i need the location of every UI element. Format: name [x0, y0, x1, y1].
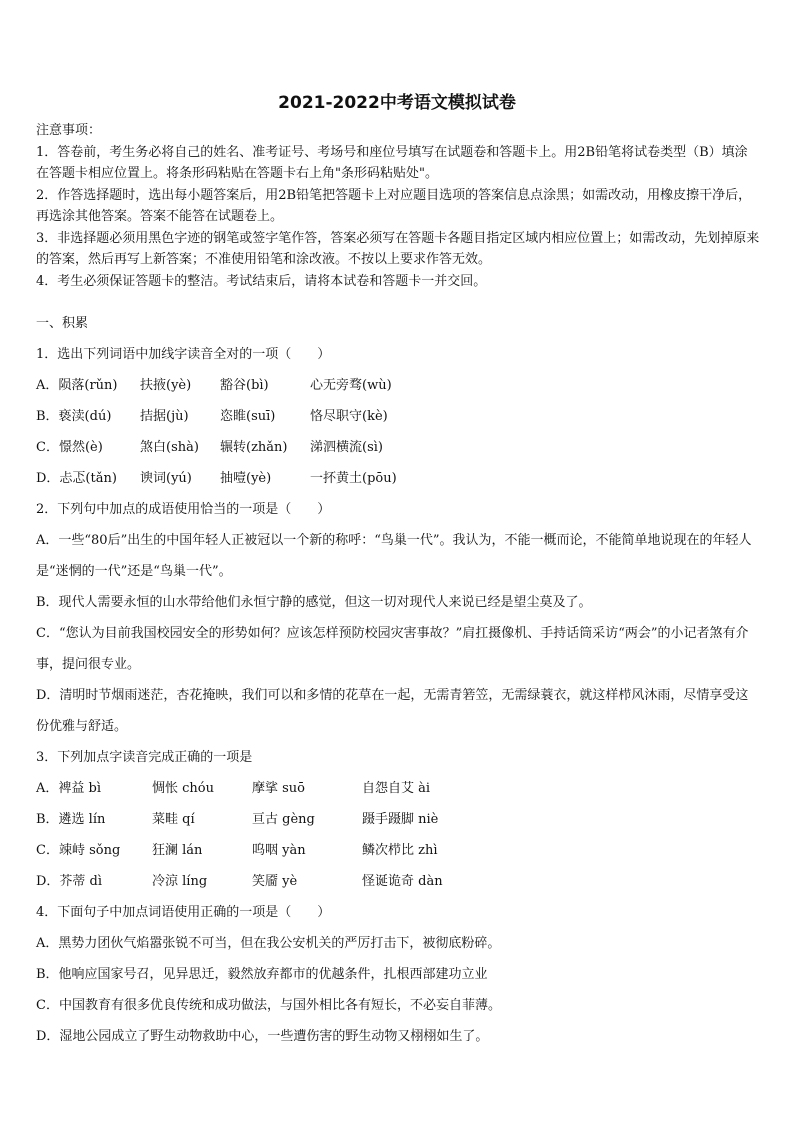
option-row: [36, 401, 760, 432]
page-title: 2021-2022中考语文模拟试卷: [278, 93, 516, 113]
option-word: B．遴选 lín: [36, 812, 106, 827]
option-word: 惆怅 chóu: [152, 781, 214, 796]
question-stem: 2．下列句中加点的成语使用恰当的一项是（ ）: [36, 502, 331, 517]
option-text: B．他响应国家号召，见异思迁，毅然放弃都市的优越条件，扎根西部建功立业: [36, 967, 488, 982]
option-word: 呜咽 yàn: [252, 843, 306, 858]
option-word: 谀词(yú): [140, 471, 192, 486]
option-word: 亘古 gèng: [252, 812, 315, 827]
option-word: 辗转(zhǎn): [220, 440, 288, 455]
option-word: D．芥蒂 dì: [36, 874, 103, 889]
notice-block: [36, 120, 760, 292]
option-text: D．湿地公园成立了野生动物救助中心，一些遭伤害的野生动物又栩栩如生了。: [36, 1029, 489, 1044]
notice-item: 1．答卷前，考生务必将自己的姓名、准考证号、考场号和座位号填写在试题卷和答题卡上。用2B铅笔将试卷类型（B）填涂在答题卡相应位置上。将条形码粘贴在答题卡右上角"条形码粘贴处"。: [36, 144, 748, 181]
option-word: A．陨落(rǔn): [36, 378, 118, 393]
option-text: C．中国教育有很多优良传统和成功做法，与国外相比各有短长，不必妄自菲薄。: [36, 998, 501, 1013]
option-word: B．亵渎(dú): [36, 409, 112, 424]
option-word: 菜畦 qí: [152, 812, 195, 827]
option-word: 一抔黄土(pōu): [310, 471, 397, 486]
option-word: 恪尽职守(kè): [310, 409, 388, 424]
option-word: 摩挲 suō: [252, 781, 306, 796]
option-word: 狂澜 lán: [152, 843, 203, 858]
option-word: 恣睢(suī): [220, 409, 276, 424]
question-stem: 3．下列加点字读音完成正确的一项是: [36, 750, 253, 765]
option-word: C．憬然(è): [36, 440, 103, 455]
option-word: 怪诞诡奇 dàn: [362, 874, 443, 889]
notice-item: 3．非选择题必须用黑色字迹的钢笔或签字笔作答，答案必须写在答题卡各题目指定区域内相应位置上；如需改动，先划掉原来的答案，然后再写上新答案；不准使用铅笔和涂改液。不按以上要求作答无效。: [36, 230, 760, 267]
option-word: 鳞次栉比 zhì: [362, 843, 438, 858]
option-text: A．黑势力团伙气焰嚣张锐不可当，但在我公安机关的严厉打击下，被彻底粉碎。: [36, 936, 501, 951]
option-row: [36, 432, 760, 463]
option-text: D．清明时节烟雨迷茫，杏花掩映，我们可以和多情的花草在一起，无需青箬笠，无需绿蓑衣，就这样栉风沐雨，尽情享受这份优雅与舒适。: [36, 688, 749, 734]
option-row: [36, 835, 760, 866]
option-word: C．竦峙 sǒng: [36, 843, 121, 858]
option-text: A．一些“80后”出生的中国年轻人正被冠以一个新的称呼：“鸟巢一代”。我认为，不能一概而论，不能简单地说现在的年轻人是“迷惘的一代”还是“鸟巢一代”。: [36, 533, 752, 579]
notice-heading: 注意事项：: [36, 123, 102, 138]
question-stem: 4．下面句子中加点词语使用正确的一项是（ ）: [36, 905, 331, 920]
section-heading: 一、积累: [36, 316, 89, 331]
option-word: 抽噎(yè): [220, 471, 272, 486]
option-text: B．现代人需要永恒的山水带给他们永恒宁静的感觉，但这一切对现代人来说已经是望尘莫及了。: [36, 595, 592, 610]
option-word: 心无旁骛(wù): [310, 378, 392, 393]
option-word: 蹑手蹑脚 niè: [362, 812, 439, 827]
option-word: 豁谷(bì): [220, 378, 269, 393]
option-word: 扶掖(yè): [140, 378, 192, 393]
option-word: A．裨益 bì: [36, 781, 102, 796]
question-body: [36, 308, 760, 1052]
option-row: [36, 463, 760, 494]
notice-item: 4．考生必须保证答题卡的整洁。考试结束后，请将本试卷和答题卡一并交回。: [36, 273, 487, 289]
option-word: 笑靥 yè: [252, 874, 298, 889]
option-word: 煞白(shà): [140, 440, 199, 455]
option-row: [36, 773, 760, 804]
option-row: [36, 804, 760, 835]
notice-item: 2．作答选择题时，选出每小题答案后，用2B铅笔把答题卡上对应题目选项的答案信息点涂黑；如需改动，用橡皮擦干净后，再选涂其他答案。答案不能答在试题卷上。: [36, 187, 752, 224]
option-word: 冷涼 líng: [152, 874, 208, 889]
option-word: 自怨自艾 ài: [362, 781, 431, 796]
option-row: [36, 866, 760, 897]
option-row: [36, 370, 760, 401]
option-word: D．忐忑(tǎn): [36, 471, 117, 486]
option-word: 拮据(jù): [140, 409, 189, 424]
question-stem: 1．选出下列词语中加线字读音全对的一项（ ）: [36, 347, 331, 362]
option-text: C．“您认为目前我国校园安全的形势如何？应该怎样预防校园灾害事故？”肩扛摄像机、手持话筒采访“两会”的小记者煞有介事，提问很专业。: [36, 626, 749, 672]
option-word: 涕泗横流(sì): [310, 440, 383, 455]
